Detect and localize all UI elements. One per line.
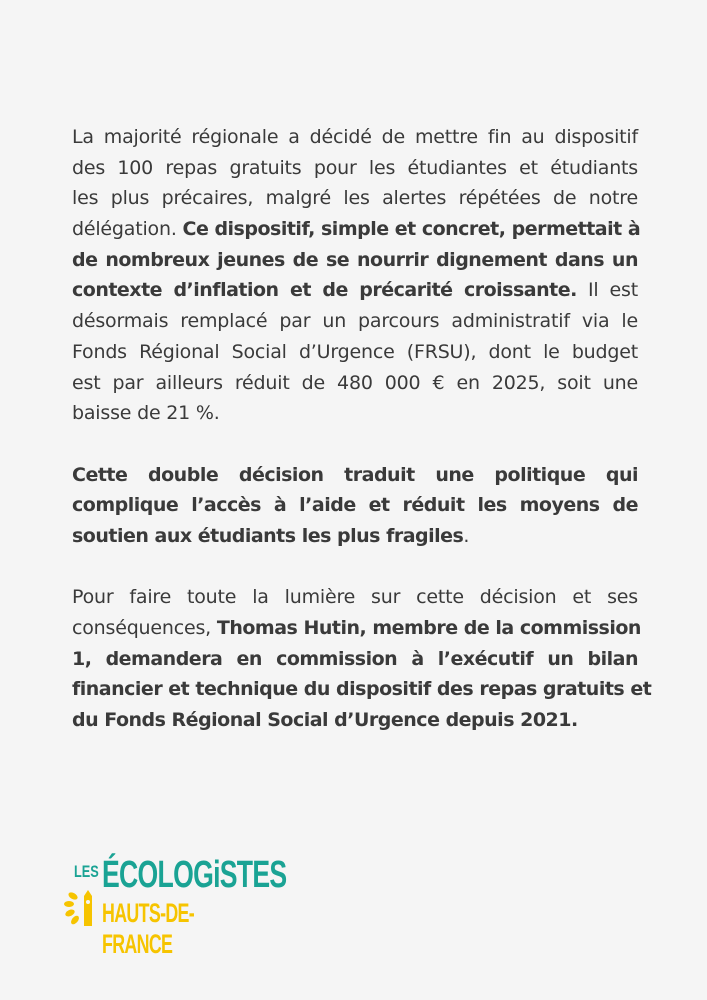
bold-text: du Fonds Régional Social d’Urgence depuis 2021.	[72, 709, 578, 732]
paragraph	[72, 122, 641, 429]
text: Il est	[576, 279, 638, 302]
text: Pour faire toute la lumière sur cette décision et ses	[72, 586, 638, 609]
text-line	[72, 183, 638, 214]
bold-text: contexte d’inflation et de précarité croissante.	[72, 279, 577, 302]
bold-text: Thomas Hutin, membre de la commission	[216, 617, 641, 639]
text-line	[72, 613, 641, 644]
text: .	[463, 524, 470, 547]
paragraph	[72, 582, 652, 735]
bold-text: complique l’accès à l’aide et réduit les moyens de	[72, 494, 638, 517]
text-line	[72, 306, 638, 337]
les-ecologistes-logo	[64, 854, 294, 959]
logo-ecologistes: ÉCOLOGiSTES	[102, 854, 287, 896]
text-line	[72, 705, 638, 736]
text-line	[72, 460, 638, 491]
text-line	[72, 245, 638, 276]
text: est par ailleurs réduit de 480 000 € en 2025, soit une	[72, 371, 638, 394]
text: les plus précaires, malgré les alertes répétées de notre	[72, 187, 638, 210]
text-line	[72, 521, 638, 552]
text-line	[72, 122, 638, 153]
text-line	[72, 582, 638, 613]
logo-les: LES	[74, 862, 99, 881]
text: conséquences,	[72, 617, 217, 639]
text-line	[72, 337, 638, 368]
text-line	[72, 368, 638, 399]
bold-text: Cette double décision traduit une politique qui	[72, 463, 638, 486]
text: désormais remplacé par un parcours administratif via le	[72, 310, 638, 333]
text-line	[72, 214, 641, 245]
bold-text: 1, demandera en commission à l’exécutif un bilan	[72, 647, 638, 670]
text-line	[72, 398, 638, 429]
text: Fonds Régional Social d’Urgence (FRSU), dont le budget	[72, 340, 638, 363]
document-body	[72, 122, 652, 766]
bold-text: de nombreux jeunes de se nourrir dignement dans un	[72, 248, 638, 271]
paragraph	[72, 460, 638, 552]
text: baisse de 21 %.	[72, 402, 220, 425]
bold-text: Ce dispositif, simple et concret, permettait à	[182, 218, 641, 241]
logo-region: HAUTS-DE-FRANCE	[102, 898, 195, 959]
bold-text: financier et technique du dispositif des repas gratuits et	[72, 678, 652, 701]
text-line	[72, 153, 638, 184]
sunflower-belfry-icon	[64, 886, 100, 928]
text-line	[72, 275, 638, 306]
text-line	[72, 674, 652, 705]
text: La majorité régionale a décidé de mettre fin au dispositif	[72, 126, 638, 148]
text-line	[72, 490, 638, 521]
bold-text: soutien aux étudiants les plus fragiles	[72, 524, 464, 547]
text: délégation.	[72, 218, 183, 241]
text-line	[72, 644, 638, 675]
text: des 100 repas gratuits pour les étudiantes et étudiants	[72, 156, 638, 179]
